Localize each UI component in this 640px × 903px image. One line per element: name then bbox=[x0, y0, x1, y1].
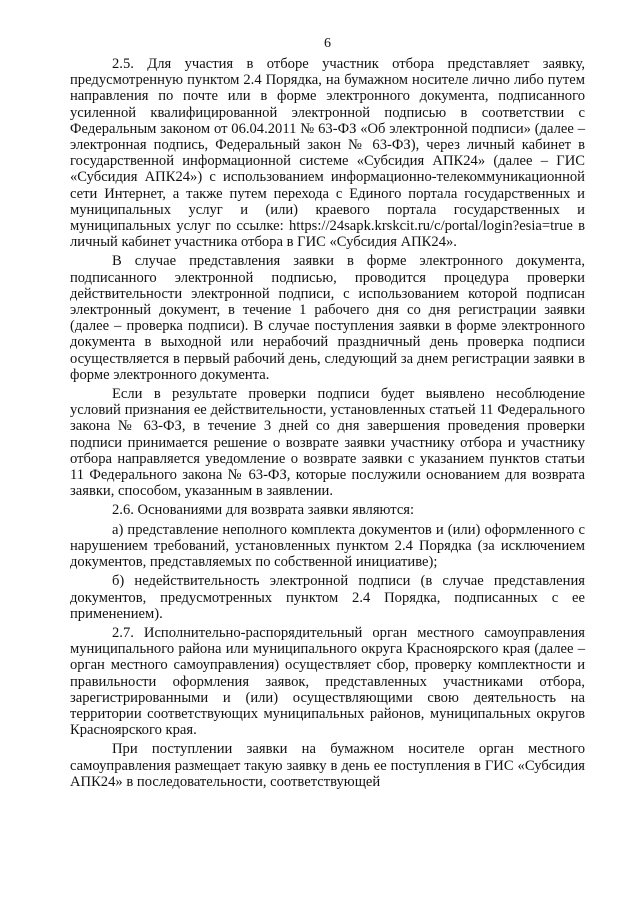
paragraph-electronic-signature-check: В случае представления заявки в форме электронного документа, подписанного электронной подписью, проводится процедура проверки действительности электронной подписи, с использованием которой подписан электронный документ, в течение 1 рабочего дня со дня регистрации заявки (далее – проверка подписи). В случае поступления заявки в форме электронного документа в выходной или нерабочий праздничный день проверка подписи осуществляется в первый рабочий день, следующий за днем регистрации заявки в форме электронного документа. bbox=[70, 253, 585, 383]
paragraph-2-7: 2.7. Исполнительно-распорядительный орган местного самоуправления муниципального района или муниципального округа Красноярского края (далее – орган местного самоуправления) осуществляет сбор, проверку комплектности и правильности оформления заявок, представленных участниками отбора, зарегистрированными и (или) осуществляющими свою деятельность на территории соответствующих муниципальных районов, муниципальных округов Красноярского края. bbox=[70, 624, 585, 739]
document-body bbox=[70, 56, 585, 790]
paragraph-2-6: 2.6. Основаниями для возврата заявки являются: bbox=[112, 502, 415, 519]
paragraph-2-6-b: б) недействительность электронной подписи (в случае представления документов, предусмотренных пунктом 2.4 Порядка, подписанных с ее применением). bbox=[70, 573, 585, 622]
paragraph-2-5: 2.5. Для участия в отборе участник отбора представляет заявку, предусмотренную пунктом 2.4 Порядка, на бумажном носителе лично либо путем направления по почте или в форме электронного документа, подписанного усиленной квалифицированной электронной подписью в соответствии с Федеральным законом от 06.04.2011 № 63-ФЗ «Об электронной подписи» (далее – электронная подпись, Федеральный закон № 63-ФЗ), через личный кабинет в государственной информационной системе «Субсидия АПК24» (далее – ГИС «Субсидия АПК24») с использованием информационно-телекоммуникационной сети Интернет, а также путем перехода с Единого портала государственных и муниципальных услуг и (или) краевого портала государственных и муниципальных услуг по ссылке: https://24sapk.krskcit.ru/c/portal/login?esia=true в личный кабинет участника отбора в ГИС «Субсидия АПК24». bbox=[70, 56, 585, 251]
paragraph-signature-invalid: Если в результате проверки подписи будет выявлено несоблюдение условий признания ее действительности, установленных статьей 11 Федерального закона № 63-ФЗ, в течение 3 дней со дня завершения проведения проверки подписи принимается решение о возврате заявки участнику отбора и участнику отбора направляется уведомление о возврате заявки с указанием пунктов статьи 11 Федерального закона № 63-ФЗ, которые послужили основанием для возврата заявки, способом, указанным в заявлении. bbox=[70, 386, 585, 500]
paragraph-2-6-a: а) представление неполного комплекта документов и (или) оформленного с нарушением требований, установленных пунктом 2.4 Порядка (за исключением документов, представляемых по собственной инициативе); bbox=[70, 521, 585, 571]
document-page bbox=[70, 0, 585, 903]
page-number: 6 bbox=[324, 36, 331, 51]
paragraph-paper-submission: При поступлении заявки на бумажном носителе орган местного самоуправления размещает такую заявку в день ее поступления в ГИС «Субсидия АПК24» в последовательности, соответствующей bbox=[70, 741, 585, 790]
